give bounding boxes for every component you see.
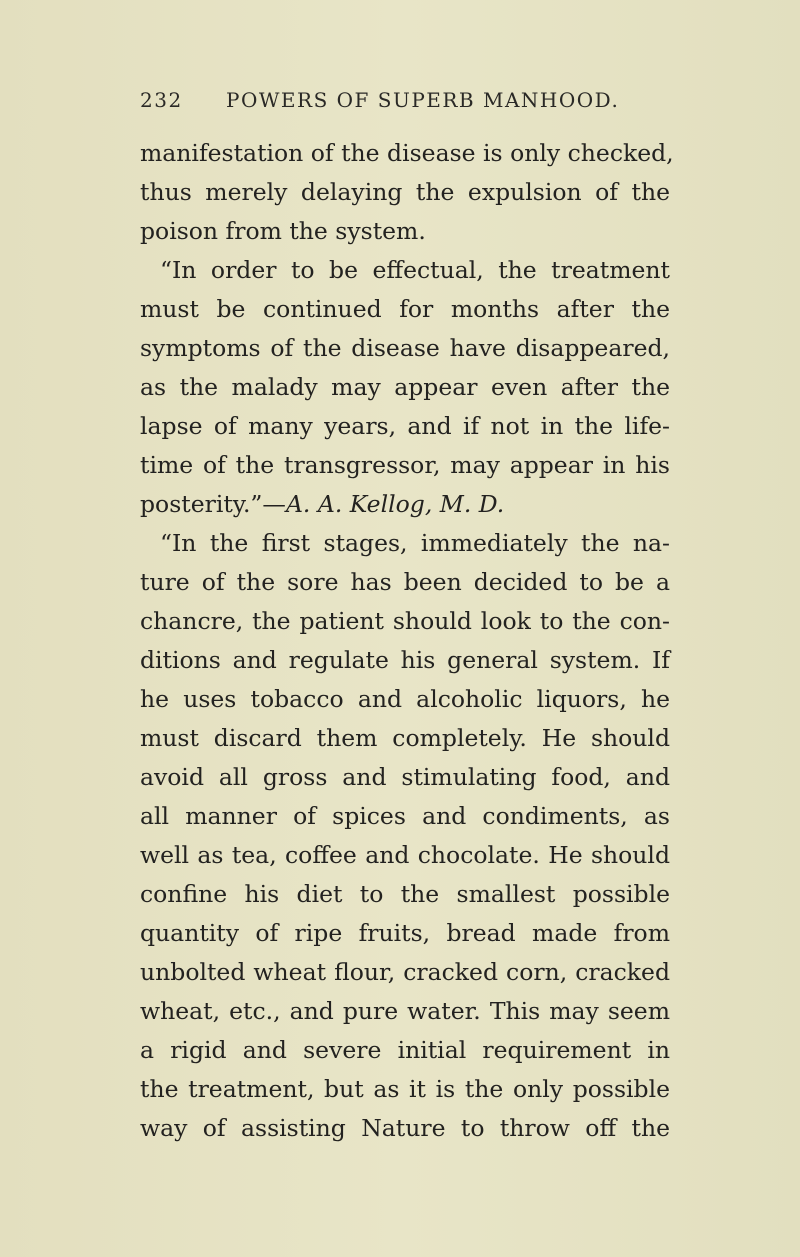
text-line-with-citation bbox=[140, 485, 670, 524]
text-line: symptoms of the disease have disappeared, bbox=[140, 334, 670, 362]
text-line: ditions and regulate his general system. If bbox=[140, 646, 670, 674]
text-line: ture of the sore has been decided to be a bbox=[140, 568, 670, 596]
text-line: chancre, the patient should look to the con- bbox=[140, 607, 670, 635]
text-line: all manner of spices and condiments, as bbox=[140, 802, 670, 830]
page-header bbox=[140, 88, 660, 122]
text-line: unbolted wheat flour, cracked corn, cracked bbox=[140, 958, 670, 986]
text-line: as the malady may appear even after the bbox=[140, 373, 670, 401]
text-line: the treatment, but as it is the only possible bbox=[140, 1075, 670, 1103]
text-line: wheat, etc., and pure water. This may seem bbox=[140, 997, 670, 1025]
citation: A. A. Kellog, M. D. bbox=[285, 490, 505, 518]
running-title: POWERS OF SUPERB MANHOOD. bbox=[226, 88, 620, 112]
text-line: poison from the system. bbox=[140, 217, 426, 245]
text-line: a rigid and severe initial requirement in bbox=[140, 1036, 670, 1064]
text-line: confine his diet to the smallest possible bbox=[140, 880, 670, 908]
text-line: quantity of ripe fruits, bread made from bbox=[140, 919, 670, 947]
text-line: “In the first stages, immediately the na- bbox=[160, 529, 670, 557]
text-line: must be continued for months after the bbox=[140, 295, 670, 323]
page-number: 232 bbox=[140, 88, 183, 112]
body-text bbox=[140, 134, 674, 1148]
text-line: avoid all gross and stimulating food, and bbox=[140, 763, 670, 791]
text-line: manifestation of the disease is only checked, bbox=[140, 139, 674, 167]
text-line: must discard them completely. He should bbox=[140, 724, 670, 752]
text-line: well as tea, coffee and chocolate. He should bbox=[140, 841, 670, 869]
text-line: “In order to be effectual, the treatment bbox=[160, 256, 670, 284]
text-line: thus merely delaying the expulsion of the bbox=[140, 178, 670, 206]
text-line: he uses tobacco and alcoholic liquors, he bbox=[140, 685, 670, 713]
text-line-segment: posterity.”— bbox=[140, 490, 286, 518]
text-line: time of the transgressor, may appear in his bbox=[140, 451, 670, 479]
text-line: way of assisting Nature to throw off the bbox=[140, 1114, 670, 1142]
text-line: lapse of many years, and if not in the life- bbox=[140, 412, 670, 440]
